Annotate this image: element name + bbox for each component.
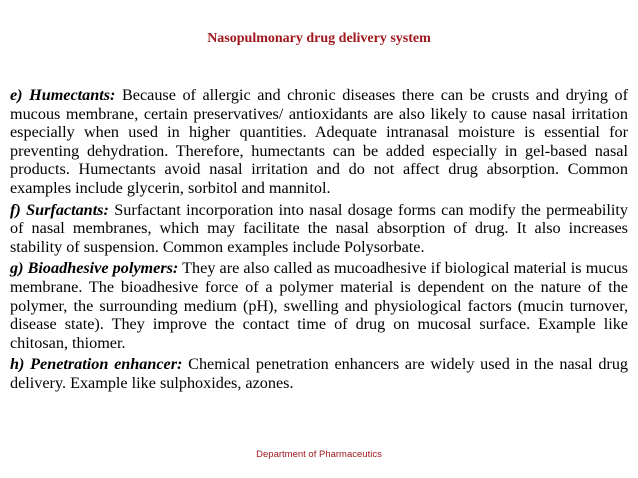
paragraph-body: Surfactant incorporation into nasal dosage forms can modify the permeability of nasal membranes, which may facilitate the nasal absorption of drug. It also increases stability of suspension. Common examples include Polysorbate. <box>10 200 628 256</box>
paragraph-body: Chemical penetration enhancers are widely used in the nasal drug delivery. Example like sulphoxides, azones. <box>10 355 629 392</box>
paragraph-heading: e) Humectants: <box>10 86 116 104</box>
paragraph-heading: h) Penetration enhancer: <box>10 355 183 374</box>
slide-title: Nasopulmonary drug delivery system <box>207 31 431 46</box>
paragraph-surfactants <box>10 201 628 257</box>
paragraph-body: Because of allergic and chronic diseases there can be crusts and drying of mucous membrane, certain preservatives/ antioxidants are also likely to cause nasal irritation especially when used in higher quantities. Adequate intranasal moisture is essential for preventing dehydration. Therefore, humectants can be added especially in gel-based nasal products. Humectants avoid nasal irritation and do not affect drug absorption. Common examples include glycerin, sorbitol and mannitol. <box>10 86 628 197</box>
paragraph-body: They are also called as mucoadhesive if biological material is mucus membrane. The bioadhesive force of a polymer material is dependent on the nature of the polymer, the surrounding medium (pH), swelling and physiological factors (mucin turnover, disease state). They improve the contact time of drug on mucosal surface. Example like chitosan, thiomer. <box>10 259 628 352</box>
paragraph-heading: g) Bioadhesive polymers: <box>10 259 179 278</box>
slide-footer: Department of Pharmaceutics <box>256 449 382 460</box>
paragraph-bioadhesive-polymers <box>10 259 628 352</box>
paragraph-humectants <box>10 86 628 198</box>
slide-content <box>10 86 628 396</box>
paragraph-heading: f) Surfactants: <box>10 200 109 219</box>
paragraph-penetration-enhancer <box>10 355 628 392</box>
